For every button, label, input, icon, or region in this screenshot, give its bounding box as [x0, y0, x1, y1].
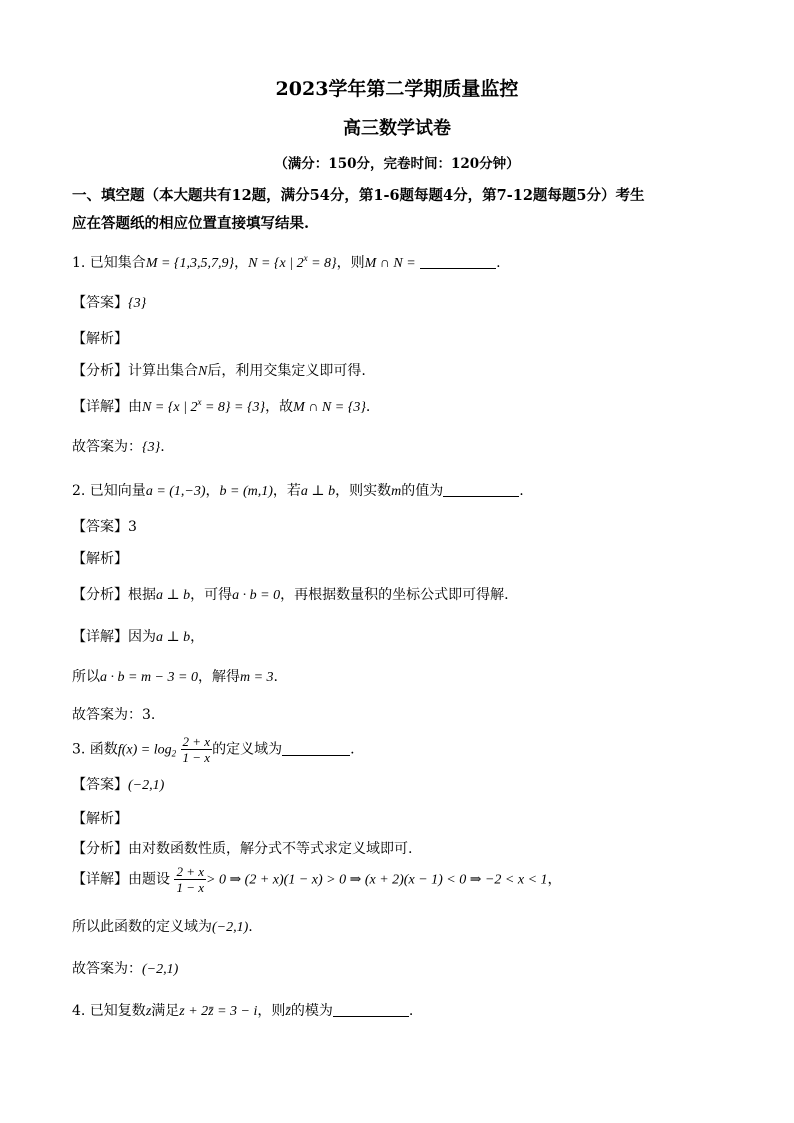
- answer-blank: [282, 741, 350, 756]
- q1-final: 故答案为：{3}.: [72, 439, 165, 455]
- q3-so: 所以此函数的定义域为(−2,1).: [72, 919, 253, 935]
- answer-blank: [443, 482, 519, 497]
- q3-detail: 【详解】由题设 $\frac{2 + x}{1 - x}$ > 0 ⇒ (2 + x)(1 − x) > 0 ⇒ (x + 2)(x − 1) < 0 ⇒ −2 < x < 1，: [72, 864, 562, 895]
- question-4: 4. 已知复数z满足z + 2z̄ = 3 − i，则z̄的模为 .: [72, 1003, 414, 1019]
- q1-analysis-label: 【解析】: [72, 331, 128, 347]
- q1-answer: 【答案】{3}: [72, 295, 147, 311]
- q3-answer: 【答案】(−2,1): [72, 777, 165, 793]
- q2-answer: 【答案】3: [72, 519, 137, 535]
- q1-detail: 【详解】由N = {x | $2^x = 8\} = \{3\}$，故M ∩ N = {3}.: [72, 397, 371, 415]
- section-heading-line2: 应在答题纸的相应位置直接填写结果.: [72, 215, 310, 232]
- q2-analysis-label: 【解析】: [72, 551, 128, 567]
- section-heading-line1: 一、填空题（本大题共有12题，满分54分，第1-6题每题4分，第7-12题每题5分）考生: [72, 187, 645, 204]
- q2-so: 所以a · b = m − 3 = 0，解得m = 3.: [72, 669, 278, 685]
- q2-fenxi: 【分析】根据a ⊥ b，可得a · b = 0，再根据数量积的坐标公式即可得解.: [72, 587, 509, 603]
- q2-detail: 【详解】因为a ⊥ b，: [72, 629, 205, 645]
- exam-title: 2023学年第二学期质量监控: [275, 78, 519, 100]
- q3-analysis-label: 【解析】: [72, 811, 128, 827]
- q2-final: 故答案为：3.: [72, 707, 156, 723]
- exam-subtitle: 高三数学试卷: [343, 118, 451, 139]
- question-2: 2. 已知向量a = (1,−3)，b = (m,1)，若a ⊥ b，则实数m的值为 .: [72, 483, 524, 499]
- q3-fenxi: 【分析】由对数函数性质，解分式不等式求定义域即可.: [72, 841, 413, 857]
- q3-final: 故答案为：(−2,1): [72, 961, 179, 977]
- answer-blank: [333, 1002, 409, 1017]
- answer-blank: [420, 254, 496, 269]
- fraction: $\frac{2 + x}{1 - x}$: [176, 864, 204, 895]
- fraction: $\frac{2 + x}{1 - x}$: [182, 734, 211, 765]
- question-1: 1. 已知集合M = {1,3,5,7,9}，N = {x | $2^x = 8$}，则M ∩ N = .: [72, 253, 501, 271]
- q1-fenxi: 【分析】计算出集合N后，利用交集定义即可得.: [72, 363, 366, 379]
- question-3: 3. 函数$f(x) = \log_2$ $\frac{2 + x}{1 - x}$ 的定义域为 .: [72, 734, 355, 765]
- exam-note: （满分：150分，完卷时间：120分钟）: [274, 156, 520, 172]
